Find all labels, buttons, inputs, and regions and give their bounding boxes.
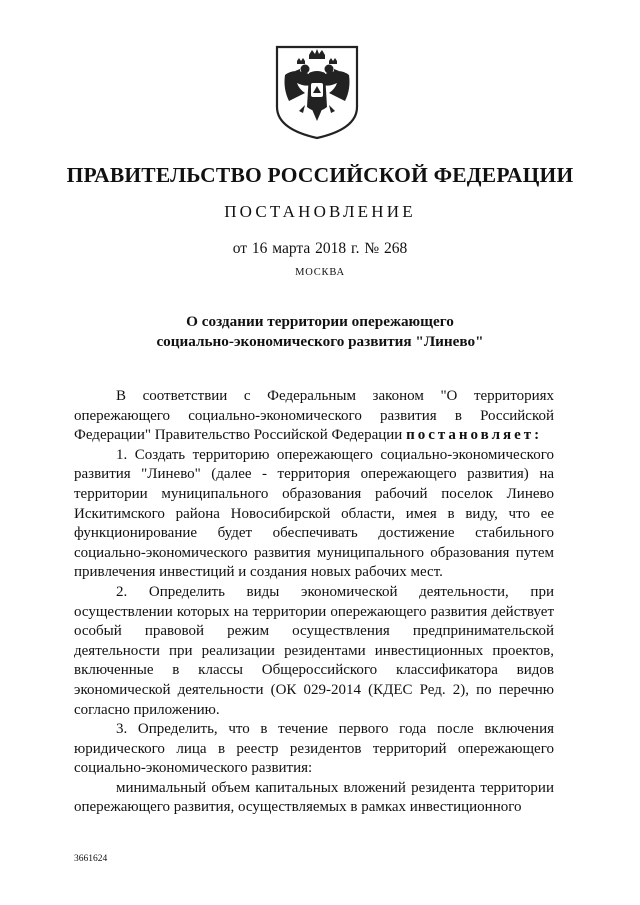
document-type: ПОСТАНОВЛЕНИЕ [224,202,416,221]
government-title: ПРАВИТЕЛЬСТВО РОССИЙСКОЙ ФЕДЕРАЦИИ [66,163,574,187]
decree-word: постановляет: [406,427,543,444]
preamble-text: В соответствии с Федеральным законом "О территориях опережающего социально-экономического развития в Российской Федерации" Правительство Российской Федерации [74,388,554,444]
document-date-number: от 16 марта 2018 г. № 268 [232,240,408,257]
item-3-subparagraph: минимальный объем капитальных вложений резидента территории опережающего развития, осуществляемых в рамках инвестиционного [74,779,554,816]
document-title-line-1: О создании территории опережающего [186,313,454,330]
document-body [74,387,554,818]
document-title [100,312,540,352]
document-title-line-2: социально-экономического развития "Линево" [156,333,484,350]
item-2-paragraph: 2. Определить виды экономической деятельности, при осуществлении которых на территории опережающего развития действует особый правовой режим осуществления предпринимательской деятельности при реализации резидентами инвестиционных проектов, включенные в классы Общероссийского классификатора видов экономической деятельности (ОК 029-2014 (КДЕС Ред. 2), по перечню согласно приложению. [74,583,554,718]
document-code: 3661624 [74,854,108,864]
preamble-paragraph [74,387,554,446]
document-city: МОСКВА [295,267,345,278]
item-1-paragraph: 1. Создать территорию опережающего социально-экономического развития "Линево" (далее - территория опережающего развития) на территории муниципального образования рабочий поселок Линево Искитимского района Новосибирской области, имея в виду, что ее функционирование будет обеспечивать достижение стабильного социально-экономического развития муниципального образования путем привлечения инвестиций и создания новых рабочих мест. [74,446,554,581]
item-3-paragraph: 3. Определить, что в течение первого года после включения юридического лица в реестр резидентов территорий опережающего социально-экономического развития: [74,721,554,777]
coat-of-arms-icon [275,45,359,140]
